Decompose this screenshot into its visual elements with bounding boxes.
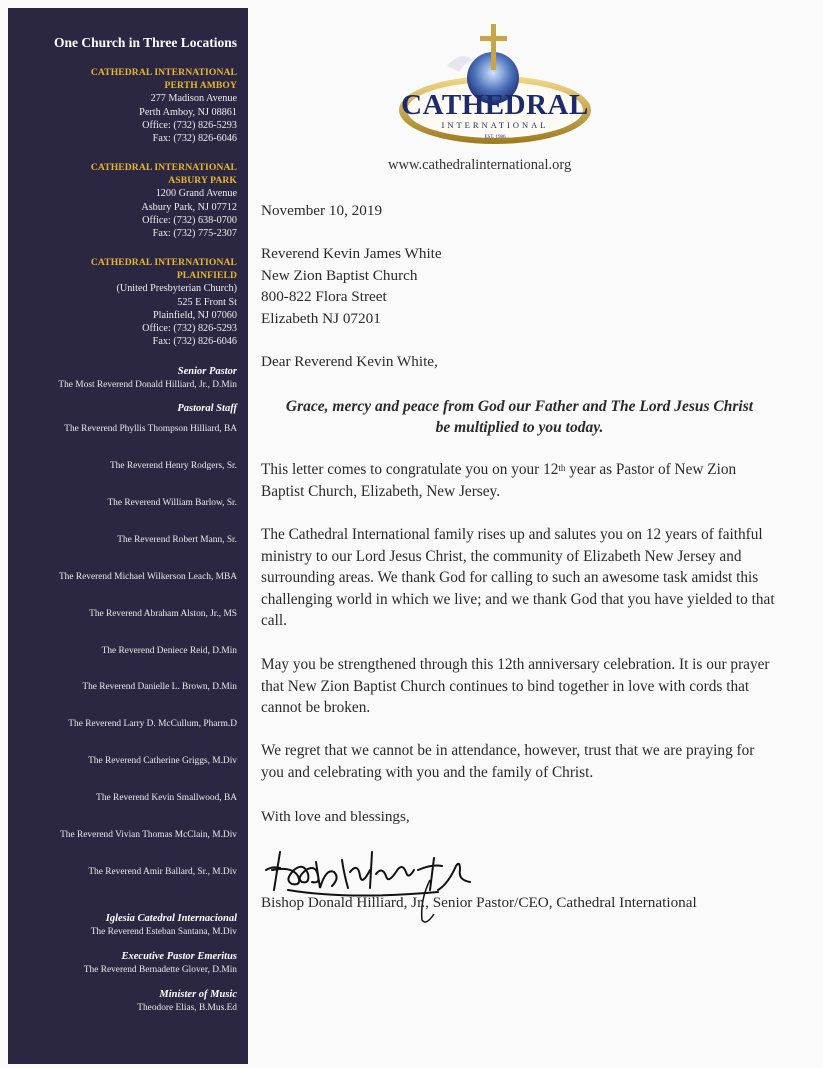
location-name: CATHEDRAL INTERNATIONAL: [90, 67, 237, 78]
staff-member: The Reverend Kevin Smallwood, BA: [96, 793, 237, 803]
location-line: Fax: (732) 775-2307: [152, 228, 237, 240]
location-line: 525 E Front St: [177, 296, 237, 308]
location-line: Fax: (732) 826-6046: [152, 336, 237, 348]
staff-member: The Reverend Robert Mann, Sr.: [117, 535, 237, 545]
location-line: Office: (732) 638-0700: [142, 214, 237, 226]
greeting-line: Grace, mercy and peace from God our Father and The Lord Jesus Christ: [285, 398, 754, 415]
staff-member: The Reverend Larry D. McCullum, Pharm.D: [68, 719, 237, 729]
paragraph-3: May you be strengthened through this 12th anniversary celebration. It is our prayer that New Zion Baptist Church continues to bind together in love with cords that cannot be broken.: [261, 656, 770, 717]
closing: With love and blessings,: [261, 808, 410, 825]
greeting-block: [262, 396, 777, 438]
senior-pastor-name: The Most Reverend Donald Hilliard, Jr., D.Min: [58, 379, 237, 390]
signature-line: Bishop Donald Hilliard, Jr., Senior Pastor/CEO, Cathedral International: [261, 894, 697, 911]
location-line: Perth Amboy, NJ 08861: [139, 106, 237, 118]
logo-est: EST. 1986: [484, 135, 506, 140]
sidebar-heading: One Church in Three Locations: [53, 35, 237, 50]
staff-member: The Reverend Deniece Reid, D.Min: [101, 646, 237, 656]
music-name: Theodore Elias, B.Mus.Ed: [137, 1002, 237, 1013]
senior-pastor-title: Senior Pastor: [177, 366, 237, 377]
staff-member: The Reverend Catherine Griggs, M.Div: [88, 756, 237, 766]
location-line: Office: (732) 826-5293: [142, 323, 237, 335]
location-name: ASBURY PARK: [168, 175, 237, 187]
staff-member: The Reverend Michael Wilkerson Leach, MBA: [58, 572, 237, 582]
emeritus-name: The Reverend Bernadette Glover, D.Min: [83, 964, 237, 975]
emeritus-title: Executive Pastor Emeritus: [121, 951, 237, 962]
staff-member: The Reverend Danielle L. Brown, D.Min: [82, 682, 237, 692]
staff-member: The Reverend Amir Ballard, Sr., M.Div: [88, 867, 237, 877]
paragraph-4: We regret that we cannot be in attendance, however, trust that we are praying for you and celebrating with you and the family of Christ.: [261, 742, 755, 781]
paragraph-1-text: This letter comes to congratulate you on your 12: [261, 461, 559, 478]
website-url: www.cathedralinternational.org: [388, 157, 572, 173]
location-line: 1200 Grand Avenue: [155, 188, 237, 200]
location-name: PERTH AMBOY: [164, 80, 237, 92]
location-line: (United Presbyterian Church): [116, 283, 237, 295]
pastoral-staff-title: Pastoral Staff: [177, 403, 237, 414]
location-line: Asbury Park, NJ 07712: [141, 201, 237, 213]
letter-date: November 10, 2019: [261, 202, 383, 219]
paragraph-2: The Cathedral International family rises up and salutes you on 12 years of faithful ministry to our Lord Jesus Christ, the community of Elizabeth New Jersey and surrounding areas. We thank God for calling to such an awesome task amidst this challenging world in which we live; and we thank God that you have yielded to that call.: [261, 526, 775, 630]
location-line: Fax: (732) 826-6046: [152, 133, 237, 145]
address-line: Elizabeth NJ 07201: [261, 309, 381, 327]
salutation: Dear Reverend Kevin White,: [261, 353, 438, 370]
paragraph-1: [261, 459, 781, 502]
logo-wordmark: CATHEDRAL: [401, 89, 589, 121]
ordinal-suffix: th: [558, 463, 566, 473]
iglesia-name: The Reverend Esteban Santana, M.Div: [90, 926, 237, 937]
staff-member: The Reverend Henry Rodgers, Sr.: [109, 461, 237, 471]
cathedral-logo: [392, 22, 598, 148]
staff-member: The Reverend William Barlow, Sr.: [107, 498, 237, 508]
location-line: Office: (732) 826-5293: [142, 119, 237, 131]
location-name: CATHEDRAL INTERNATIONAL: [90, 162, 237, 173]
iglesia-title: Iglesia Catedral Internacional: [105, 913, 237, 924]
music-title: Minister of Music: [159, 989, 237, 1000]
staff-member: The Reverend Abraham Alston, Jr., MS: [89, 609, 237, 619]
logo-subtitle: INTERNATIONAL: [441, 120, 549, 130]
address-line: 800-822 Flora Street: [261, 288, 387, 305]
recipient-address: [261, 243, 442, 329]
location-line: 277 Madison Avenue: [150, 93, 237, 105]
location-name: PLAINFIELD: [176, 270, 237, 282]
location-line: Plainfield, NJ 07060: [152, 309, 237, 321]
location-name: CATHEDRAL INTERNATIONAL: [90, 257, 237, 268]
address-line: New Zion Baptist Church: [261, 266, 418, 284]
greeting-line: be multiplied to you today.: [435, 419, 604, 436]
paragraph-1-text-cont: year as Pastor of New Zion Baptist Church, Elizabeth, New Jersey.: [261, 461, 737, 500]
staff-member: The Reverend Vivian Thomas McClain, M.Div: [60, 830, 237, 840]
address-line: Reverend Kevin James White: [261, 245, 442, 262]
staff-member: The Reverend Phyllis Thompson Hilliard, BA: [64, 424, 237, 434]
